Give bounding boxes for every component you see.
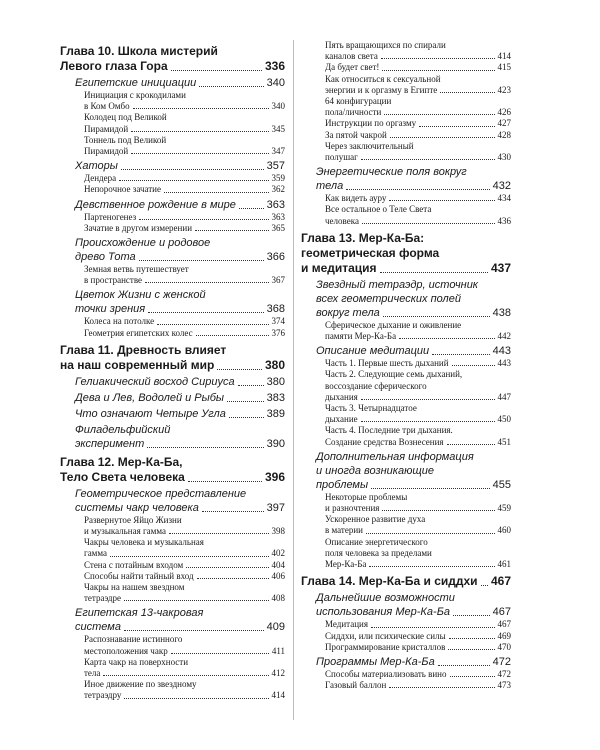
toc-sub-entry bbox=[301, 96, 511, 118]
toc-sub-entry bbox=[301, 642, 511, 653]
dot-leader bbox=[131, 131, 268, 132]
toc-entry-title-line: Инициация с крокодилами bbox=[84, 90, 186, 100]
toc-sub-entry bbox=[60, 657, 285, 679]
dot-leader bbox=[361, 159, 495, 160]
page-number: 415 bbox=[497, 62, 511, 73]
dot-leader bbox=[382, 510, 494, 511]
toc-section-entry bbox=[60, 391, 285, 405]
toc-entry-title-line: местоположения чакр bbox=[84, 645, 168, 656]
toc-entry-title-line: Хаторы bbox=[75, 160, 118, 173]
page-number: 368 bbox=[266, 303, 285, 316]
toc-entry-title-line: тела bbox=[84, 668, 101, 679]
page-number: 427 bbox=[497, 118, 511, 129]
toc-chapter-entry bbox=[60, 44, 285, 74]
toc-section-entry bbox=[60, 407, 285, 421]
toc-entry-title-line: Как видеть ауру bbox=[325, 193, 387, 204]
toc-entry-title-line: дыхание bbox=[325, 414, 358, 425]
toc-entry-title-line: Медитация bbox=[325, 619, 368, 630]
toc-entry-title-line: Дева и Лев, Водолей и Рыбы bbox=[75, 391, 225, 404]
toc-entry-title-line: Описание энергетического bbox=[325, 536, 428, 547]
page-number: 414 bbox=[497, 51, 511, 62]
dot-leader bbox=[384, 114, 494, 115]
toc-sub-entry bbox=[60, 223, 285, 234]
dot-leader bbox=[186, 567, 268, 568]
page-number: 469 bbox=[497, 630, 511, 641]
toc-entry-title-line: Звездный тетраэдр, источник bbox=[316, 278, 479, 291]
page-number: 412 bbox=[271, 668, 285, 679]
toc-section-entry bbox=[60, 375, 285, 389]
page-number: 340 bbox=[266, 77, 285, 89]
page-number: 376 bbox=[271, 327, 285, 338]
toc-entry-title-line: 64 конфигурации bbox=[325, 96, 392, 107]
dot-leader bbox=[453, 615, 490, 616]
dot-leader bbox=[449, 638, 495, 639]
page-number: 347 bbox=[271, 146, 285, 157]
dot-leader bbox=[452, 365, 495, 366]
page-number: 363 bbox=[271, 211, 285, 222]
page-number: 467 bbox=[492, 606, 511, 619]
page-number: 450 bbox=[497, 414, 511, 425]
dot-leader bbox=[362, 223, 495, 224]
toc-entry-title-line: Способы найти тайный вход bbox=[84, 570, 194, 581]
page-number: 467 bbox=[497, 619, 511, 630]
toc-section-entry bbox=[301, 655, 511, 669]
toc-entry-title-line: Колодец под Великой bbox=[84, 112, 167, 123]
toc-sub-entry bbox=[60, 560, 285, 571]
dot-leader bbox=[133, 108, 269, 109]
toc-entry-title-line: Цветок Жизни с женской bbox=[75, 289, 206, 302]
toc-entry-title-line: в пространстве bbox=[84, 275, 143, 286]
page-number: 437 bbox=[490, 260, 511, 275]
toc-entry-title-line: вокруг тела bbox=[316, 306, 380, 319]
page-number: 345 bbox=[271, 123, 285, 134]
toc-entry-title-line: Как относиться к сексуальной bbox=[325, 73, 441, 84]
toc-entry-title-line: Египетские инициации bbox=[75, 77, 197, 89]
toc-sub-entry bbox=[60, 316, 285, 327]
dot-leader bbox=[389, 200, 494, 201]
dot-leader bbox=[124, 698, 268, 699]
toc-entry-title-line: Через заключительный bbox=[325, 140, 414, 151]
page-number: 366 bbox=[266, 251, 285, 264]
toc-entry-title-line: проблемы bbox=[316, 478, 369, 491]
dot-leader bbox=[124, 600, 269, 601]
dot-leader bbox=[432, 354, 490, 355]
dot-leader bbox=[131, 153, 268, 154]
dot-leader bbox=[157, 324, 268, 325]
toc-entry-title-line: дыхания bbox=[325, 391, 358, 402]
toc-entry-title-line: и медитация bbox=[301, 260, 377, 275]
toc-entry-title-line: Гелиакический восход Сириуса bbox=[75, 375, 235, 388]
toc-entry-title-line: Чакры на нашем звездном bbox=[84, 582, 185, 593]
toc-sub-entry bbox=[60, 582, 285, 604]
toc-entry-title-line: в материи bbox=[325, 525, 363, 536]
toc-entry-title-line: Сферическое дыхание и оживление bbox=[325, 319, 462, 330]
toc-entry-title-line: гамма bbox=[84, 548, 108, 559]
toc-entry-title-line: Тело Света человека bbox=[60, 469, 185, 484]
dot-leader bbox=[169, 533, 269, 534]
toc-entry-title-line: Дальнейшие возможности bbox=[316, 592, 455, 605]
page-number: 389 bbox=[266, 407, 285, 420]
dot-leader bbox=[124, 630, 264, 631]
toc-entry-title-line: Часть 4. Последние три дыхания. bbox=[325, 425, 453, 436]
page-number: 470 bbox=[497, 641, 511, 652]
dot-leader bbox=[139, 219, 268, 220]
toc-entry-title-line: тетраэдре bbox=[84, 593, 121, 604]
toc-sub-entry bbox=[301, 141, 511, 163]
dot-leader bbox=[103, 675, 268, 676]
toc-sub-entry bbox=[301, 403, 511, 425]
toc-entry-title-line: Да будет свет! bbox=[325, 62, 380, 73]
dot-leader bbox=[382, 70, 494, 71]
toc-entry-title-line: человека bbox=[325, 215, 359, 226]
toc-entry-title-line: и музыкальная гамма bbox=[84, 526, 166, 537]
dot-leader bbox=[188, 481, 262, 482]
toc-entry-title-line: Что означают Четыре Угла bbox=[75, 407, 226, 420]
dot-leader bbox=[447, 444, 495, 445]
toc-entry-title-line: Чакры человека и музыкальная bbox=[84, 537, 204, 548]
toc-entry-title-line: Карта чакр на поверхности bbox=[84, 656, 189, 667]
page-number: 455 bbox=[492, 478, 511, 491]
toc-sub-entry bbox=[60, 515, 285, 537]
toc-entry-title-line: Развернутое Яйцо Жизни bbox=[84, 514, 182, 525]
toc-entry-title-line: использования Мер-Ка-Ба bbox=[316, 606, 450, 619]
toc-entry-title-line: Геометрия египетских колес bbox=[84, 327, 193, 338]
page-number: 451 bbox=[497, 436, 511, 447]
page-number: 365 bbox=[271, 222, 285, 233]
dot-leader bbox=[371, 488, 490, 489]
toc-entry-title-line: Иное движение по звездному bbox=[84, 679, 197, 690]
toc-section-entry bbox=[301, 344, 511, 358]
toc-entry-title-line: Дендера bbox=[84, 173, 117, 184]
dot-leader bbox=[121, 169, 264, 170]
toc-entry-title-line: и иногда возникающие bbox=[316, 464, 434, 477]
toc-entry-title-line: Тоннель под Великой bbox=[84, 134, 167, 145]
toc-entry-title-line: Земная ветвь путешествует bbox=[84, 264, 189, 275]
page-number: 461 bbox=[497, 559, 511, 570]
page-number: 398 bbox=[271, 526, 285, 537]
toc-entry-title-line: Ускоренное развитие духа bbox=[325, 514, 426, 525]
page-number: 363 bbox=[266, 198, 285, 211]
toc-sub-entry bbox=[301, 492, 511, 514]
page-number: 442 bbox=[497, 331, 511, 342]
toc-sub-entry bbox=[301, 680, 511, 691]
toc-sub-entry bbox=[60, 264, 285, 286]
toc-section-entry bbox=[60, 198, 285, 212]
dot-leader bbox=[381, 58, 495, 59]
dot-leader bbox=[197, 578, 269, 579]
toc-entry-title-line: полушаг bbox=[325, 152, 358, 163]
toc-entry-title-line: системы чакр человека bbox=[75, 501, 199, 514]
toc-sub-entry bbox=[301, 130, 511, 141]
toc-section-entry bbox=[60, 606, 285, 634]
page-number: 406 bbox=[271, 570, 285, 581]
toc-entry-title-line: Глава 10. Школа мистерий bbox=[60, 44, 218, 58]
toc-entry-title-line: Программы Мер-Ка-Ба bbox=[316, 655, 435, 668]
toc-entry-title-line: геометрическая форма bbox=[301, 245, 440, 260]
dot-leader bbox=[195, 230, 268, 231]
toc-entry-title-line: воссоздание сферического bbox=[325, 380, 427, 391]
toc-sub-entry bbox=[301, 62, 511, 73]
toc-entry-title-line: всех геометрических полей bbox=[316, 292, 461, 305]
page-number: 340 bbox=[271, 101, 285, 112]
toc-sub-entry bbox=[301, 669, 511, 680]
toc-entry-title-line: Пирамидой bbox=[84, 123, 129, 134]
toc-entry-title-line: Филадельфийский bbox=[75, 423, 171, 436]
page-number: 396 bbox=[264, 469, 285, 484]
dot-leader bbox=[199, 86, 263, 87]
toc-left-column bbox=[60, 40, 285, 702]
toc-sub-entry bbox=[60, 112, 285, 134]
dot-leader bbox=[419, 126, 494, 127]
toc-sub-entry bbox=[301, 40, 511, 62]
toc-entry-title-line: Происхождение и родовое bbox=[75, 237, 211, 250]
toc-sub-entry bbox=[60, 135, 285, 157]
toc-sub-entry bbox=[60, 571, 285, 582]
toc-entry-title-line: Описание медитации bbox=[316, 345, 430, 358]
toc-entry-title-line: Газовый баллон bbox=[325, 680, 387, 691]
page-number: 359 bbox=[271, 173, 285, 184]
page-number: 447 bbox=[497, 391, 511, 402]
page-number: 404 bbox=[271, 559, 285, 570]
page-number: 423 bbox=[497, 84, 511, 95]
toc-entry-title-line: Стена с потайным входом bbox=[84, 559, 184, 570]
toc-sub-entry bbox=[301, 369, 511, 403]
dot-leader bbox=[371, 627, 495, 628]
dot-leader bbox=[196, 335, 269, 336]
toc-entry-title-line: Некоторые проблемы bbox=[325, 491, 408, 502]
page-number: 430 bbox=[497, 152, 511, 163]
dot-leader bbox=[238, 385, 264, 386]
dot-leader bbox=[227, 401, 264, 402]
toc-entry-title-line: Пять вращающихся по спирали bbox=[325, 40, 446, 50]
page-number: 434 bbox=[497, 193, 511, 204]
dot-leader bbox=[119, 180, 268, 181]
toc-chapter-entry bbox=[60, 343, 285, 373]
toc-sub-entry bbox=[60, 90, 285, 112]
dot-leader bbox=[438, 665, 490, 666]
toc-sub-entry bbox=[301, 437, 511, 448]
dot-leader bbox=[217, 369, 262, 370]
toc-entry-title-line: Дополнительная информация bbox=[316, 450, 474, 463]
dot-leader bbox=[229, 417, 264, 418]
toc-sub-entry bbox=[60, 212, 285, 223]
dot-leader bbox=[139, 260, 264, 261]
toc-entry-title-line: Пирамидой bbox=[84, 146, 129, 157]
toc-entry-title-line: поля человека за пределами bbox=[325, 547, 432, 558]
page-number: 432 bbox=[492, 180, 511, 193]
dot-leader bbox=[171, 70, 262, 71]
toc-entry-title-line: на наш современный мир bbox=[60, 357, 215, 372]
page-number: 357 bbox=[266, 160, 285, 173]
toc-entry-title-line: Все остальное о Теле Света bbox=[325, 204, 432, 215]
page-number: 472 bbox=[497, 668, 511, 679]
page-number: 460 bbox=[497, 525, 511, 536]
toc-section-entry bbox=[301, 165, 511, 193]
page-number: 380 bbox=[264, 357, 285, 372]
toc-entry-title-line: Инструкции по оргазму bbox=[325, 118, 417, 129]
toc-entry-title-line: точки зрения bbox=[75, 303, 146, 316]
toc-entry-title-line: тела bbox=[316, 180, 344, 193]
toc-sub-entry bbox=[60, 173, 285, 184]
toc-chapter-entry bbox=[60, 455, 285, 485]
toc-entry-title-line: и разночтения bbox=[325, 503, 380, 514]
dot-leader bbox=[481, 585, 488, 586]
toc-entry-title-line: Программирование кристаллов bbox=[325, 641, 446, 652]
page-number: 336 bbox=[264, 59, 285, 73]
dot-leader bbox=[171, 653, 269, 654]
dot-leader bbox=[164, 192, 269, 193]
page-number: 367 bbox=[271, 275, 285, 286]
page-number: 362 bbox=[271, 184, 285, 195]
toc-sub-entry bbox=[60, 184, 285, 195]
column-divider bbox=[293, 40, 294, 720]
toc-section-entry bbox=[60, 76, 285, 90]
toc-entry-title-line: Часть 3. Четырнадцатое bbox=[325, 403, 417, 414]
page-number: 383 bbox=[266, 391, 285, 404]
toc-section-entry bbox=[60, 236, 285, 264]
dot-leader bbox=[346, 189, 489, 190]
dot-leader bbox=[361, 421, 495, 422]
page-number: 436 bbox=[497, 215, 511, 226]
dot-leader bbox=[147, 447, 263, 448]
dot-leader bbox=[440, 92, 494, 93]
page-number: 438 bbox=[492, 306, 511, 319]
toc-sub-entry bbox=[60, 537, 285, 559]
toc-entry-title-line: древо Тота bbox=[75, 251, 136, 264]
toc-entry-title-line: Колеса на потолке bbox=[84, 316, 155, 327]
toc-section-entry bbox=[60, 423, 285, 451]
dot-leader bbox=[366, 533, 495, 534]
page-number: 467 bbox=[490, 574, 511, 589]
page-number: 443 bbox=[492, 345, 511, 358]
page-number: 473 bbox=[497, 680, 511, 691]
toc-sub-entry bbox=[60, 634, 285, 656]
dot-leader bbox=[361, 399, 495, 400]
toc-sub-entry bbox=[301, 537, 511, 571]
toc-entry-title-line: пола/личности bbox=[325, 107, 382, 118]
dot-leader bbox=[390, 137, 495, 138]
toc-sub-entry bbox=[301, 425, 511, 436]
toc-sub-entry bbox=[301, 118, 511, 129]
dot-leader bbox=[110, 556, 268, 557]
dot-leader bbox=[202, 511, 264, 512]
toc-sub-entry bbox=[301, 514, 511, 536]
page-number: 390 bbox=[266, 437, 285, 450]
page-number: 426 bbox=[497, 107, 511, 118]
toc-entry-title-line: памяти Мер-Ка-Ба bbox=[325, 331, 397, 342]
toc-sub-entry bbox=[301, 619, 511, 630]
toc-entry-title-line: эксперимент bbox=[75, 437, 145, 450]
toc-entry-title-line: Часть 1. Первые шесть дыханий bbox=[325, 358, 449, 369]
toc-section-entry bbox=[301, 450, 511, 492]
toc-entry-title-line: система bbox=[75, 621, 121, 634]
toc-entry-title-line: в Ком Омбо bbox=[84, 101, 130, 112]
toc-sub-entry bbox=[301, 358, 511, 369]
toc-entry-title-line: Зачатие в другом измерении bbox=[84, 222, 193, 233]
toc-entry-title-line: Распознавание истинного bbox=[84, 634, 183, 645]
toc-sub-entry bbox=[60, 328, 285, 339]
toc-entry-title-line: Часть 2. Следующие семь дыханий, bbox=[325, 369, 463, 380]
toc-entry-title-line: За пятой чакрой bbox=[325, 129, 387, 140]
toc-section-entry bbox=[60, 487, 285, 515]
dot-leader bbox=[369, 566, 494, 567]
dot-leader bbox=[389, 687, 494, 688]
page-number: 459 bbox=[497, 503, 511, 514]
toc-entry-title-line: каналов света bbox=[325, 51, 378, 62]
dot-leader bbox=[448, 649, 494, 650]
page-number: 380 bbox=[266, 375, 285, 388]
toc-entry-title-line: энергии и к оргазму в Египте bbox=[325, 84, 438, 95]
dot-leader bbox=[145, 282, 268, 283]
page-number: 408 bbox=[271, 593, 285, 604]
toc-section-entry bbox=[301, 591, 511, 619]
toc-sub-entry bbox=[301, 74, 511, 96]
toc-entry-title-line: Геометрическое представление bbox=[75, 487, 247, 500]
dot-leader bbox=[450, 676, 495, 677]
page-number: 472 bbox=[492, 655, 511, 668]
toc-section-entry bbox=[301, 278, 511, 320]
page-number: 409 bbox=[266, 621, 285, 634]
toc-entry-title-line: Глава 11. Древность влияет bbox=[60, 342, 227, 357]
toc-entry-title-line: Сиддхи, или психические силы bbox=[325, 630, 446, 641]
toc-entry-title-line: Создание средства Вознесения bbox=[325, 436, 444, 447]
toc-chapter-entry bbox=[301, 231, 511, 276]
toc-entry-title-line: Способы материализовать вино bbox=[325, 668, 447, 679]
toc-right-column bbox=[301, 40, 511, 691]
toc-entry-title-line: Партеногенез bbox=[84, 211, 137, 222]
toc-entry-title-line: Девственное рождение в мире bbox=[75, 198, 236, 211]
toc-entry-title-line: тетраэдру bbox=[84, 690, 122, 701]
page-number: 402 bbox=[271, 548, 285, 559]
dot-leader bbox=[399, 338, 494, 339]
dot-leader bbox=[148, 312, 264, 313]
toc-entry-title-line: Египетская 13-чакровая bbox=[75, 607, 204, 620]
toc-entry-title-line: Непорочное зачатие bbox=[84, 184, 161, 195]
toc-entry-title-line: Глава 13. Мер-Ка-Ба: bbox=[301, 230, 425, 245]
toc-entry-title-line: Левого глаза Гора bbox=[60, 59, 168, 73]
page-number: 411 bbox=[271, 645, 285, 656]
page-number: 397 bbox=[266, 501, 285, 514]
dot-leader bbox=[239, 208, 264, 209]
toc-entry-title-line: Мер-Ка-Ба bbox=[325, 559, 367, 570]
toc-entry-title-line: Глава 14. Мер-Ка-Ба и сиддхи bbox=[301, 574, 478, 589]
toc-entry-title-line: Энергетические поля вокруг bbox=[316, 166, 467, 179]
toc-sub-entry bbox=[60, 679, 285, 701]
toc-sub-entry bbox=[301, 320, 511, 342]
toc-entry-title-line: Глава 12. Мер-Ка-Ба, bbox=[60, 454, 183, 469]
toc-section-entry bbox=[60, 288, 285, 316]
toc-section-entry bbox=[60, 159, 285, 173]
dot-leader bbox=[383, 316, 490, 317]
page-number: 443 bbox=[497, 358, 511, 369]
page-number: 428 bbox=[497, 129, 511, 140]
toc-sub-entry bbox=[301, 204, 511, 226]
page-number: 414 bbox=[271, 690, 285, 701]
toc-sub-entry bbox=[301, 193, 511, 204]
page-number: 374 bbox=[271, 316, 285, 327]
dot-leader bbox=[380, 272, 488, 273]
toc-sub-entry bbox=[301, 631, 511, 642]
toc-chapter-entry bbox=[301, 574, 511, 589]
